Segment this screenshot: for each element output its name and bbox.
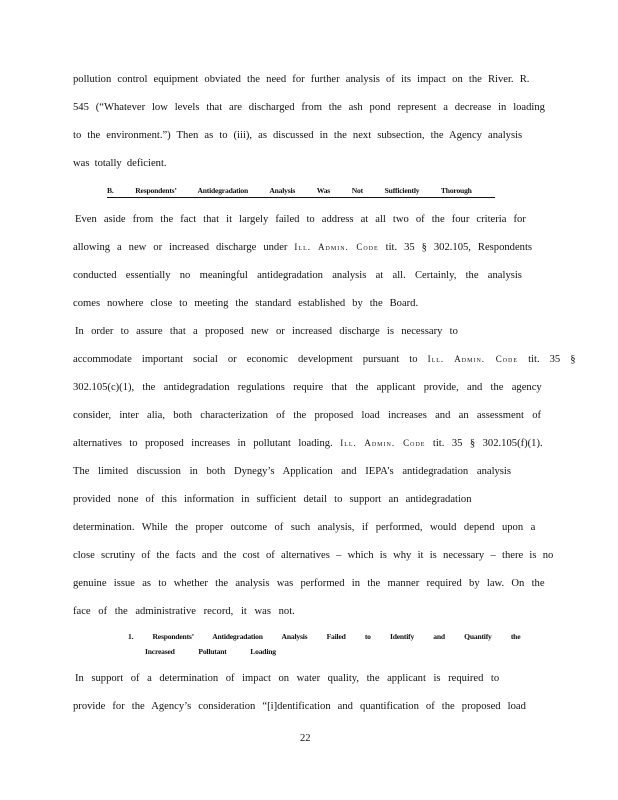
section-b-heading: B. Respondents’ Antidegradation Analysis Was Not Sufficiently Thorough xyxy=(107,186,495,198)
page-number: 22 xyxy=(300,733,311,744)
text-line: genuine issue as to whether the analysis was performed in the manner required by law. On the xyxy=(73,578,545,589)
text-fragment: tit. 35 § xyxy=(528,354,576,365)
text-fragment: tit. 35 § 302.105, Respondents xyxy=(385,242,533,253)
text-line: provide for the Agency’s consideration “[i]dentification and quantification of the proposed load xyxy=(73,701,526,712)
text-line: to the environment.”) Then as to (iii), as discussed in the next subsection, the Agency analysis xyxy=(73,130,523,141)
text-line: provided none of this information in sufficient detail to support an antidegradation xyxy=(73,494,472,505)
text-line: In support of a determination of impact on water quality, the applicant is required to xyxy=(75,673,500,684)
text-line: 545 (“Whatever low levels that are discharged from the ash pond represent a decrease in loading xyxy=(73,102,545,113)
text-line: face of the administrative record, it was not. xyxy=(73,606,295,617)
text-line: pollution control equipment obviated the need for further analysis of its impact on the River. R. xyxy=(73,74,530,85)
text-line xyxy=(73,353,576,366)
text-line: Even aside from the fact that it largely failed to address at all two of the four criteria for xyxy=(75,214,526,225)
text-line xyxy=(73,437,543,450)
subsection-1-heading-line-2: Increased Pollutant Loading xyxy=(145,647,276,656)
text-line: consider, inter alia, both characterization of the proposed load increases and an assessment of xyxy=(73,410,542,421)
citation-small-caps: Ill. Admin. Code xyxy=(294,242,379,252)
text-line xyxy=(73,241,532,254)
text-line: comes nowhere close to meeting the standard established by the Board. xyxy=(73,298,419,309)
text-fragment: allowing a new or increased discharge under xyxy=(73,242,288,253)
text-line: close scrutiny of the facts and the cost of alternatives – which is why it is necessary – there is no xyxy=(73,550,554,561)
text-fragment: accommodate important social or economic development pursuant to xyxy=(73,354,418,365)
citation-small-caps: Ill. Admin. Code xyxy=(340,438,426,448)
text-fragment: tit. 35 § 302.105(f)(1). xyxy=(432,438,543,449)
text-line: determination. While the proper outcome of such analysis, if performed, would depend upon a xyxy=(73,522,536,533)
text-line: was totally deficient. xyxy=(73,158,167,169)
text-fragment: alternatives to proposed increases in pollutant loading. xyxy=(73,438,333,449)
text-line: conducted essentially no meaningful antidegradation analysis at all. Certainly, the analysis xyxy=(73,270,522,281)
text-line: In order to assure that a proposed new or increased discharge is necessary to xyxy=(75,326,458,337)
subsection-1-heading-line-1: 1. Respondents’ Antidegradation Analysis Failed to Identify and Quantify the xyxy=(128,632,521,641)
text-line: The limited discussion in both Dynegy’s Application and IEPA’s antidegradation analysis xyxy=(73,466,511,477)
citation-small-caps: Ill. Admin. Code xyxy=(427,354,519,364)
text-line: 302.105(c)(1), the antidegradation regulations require that the applicant provide, and the agency xyxy=(73,382,542,393)
